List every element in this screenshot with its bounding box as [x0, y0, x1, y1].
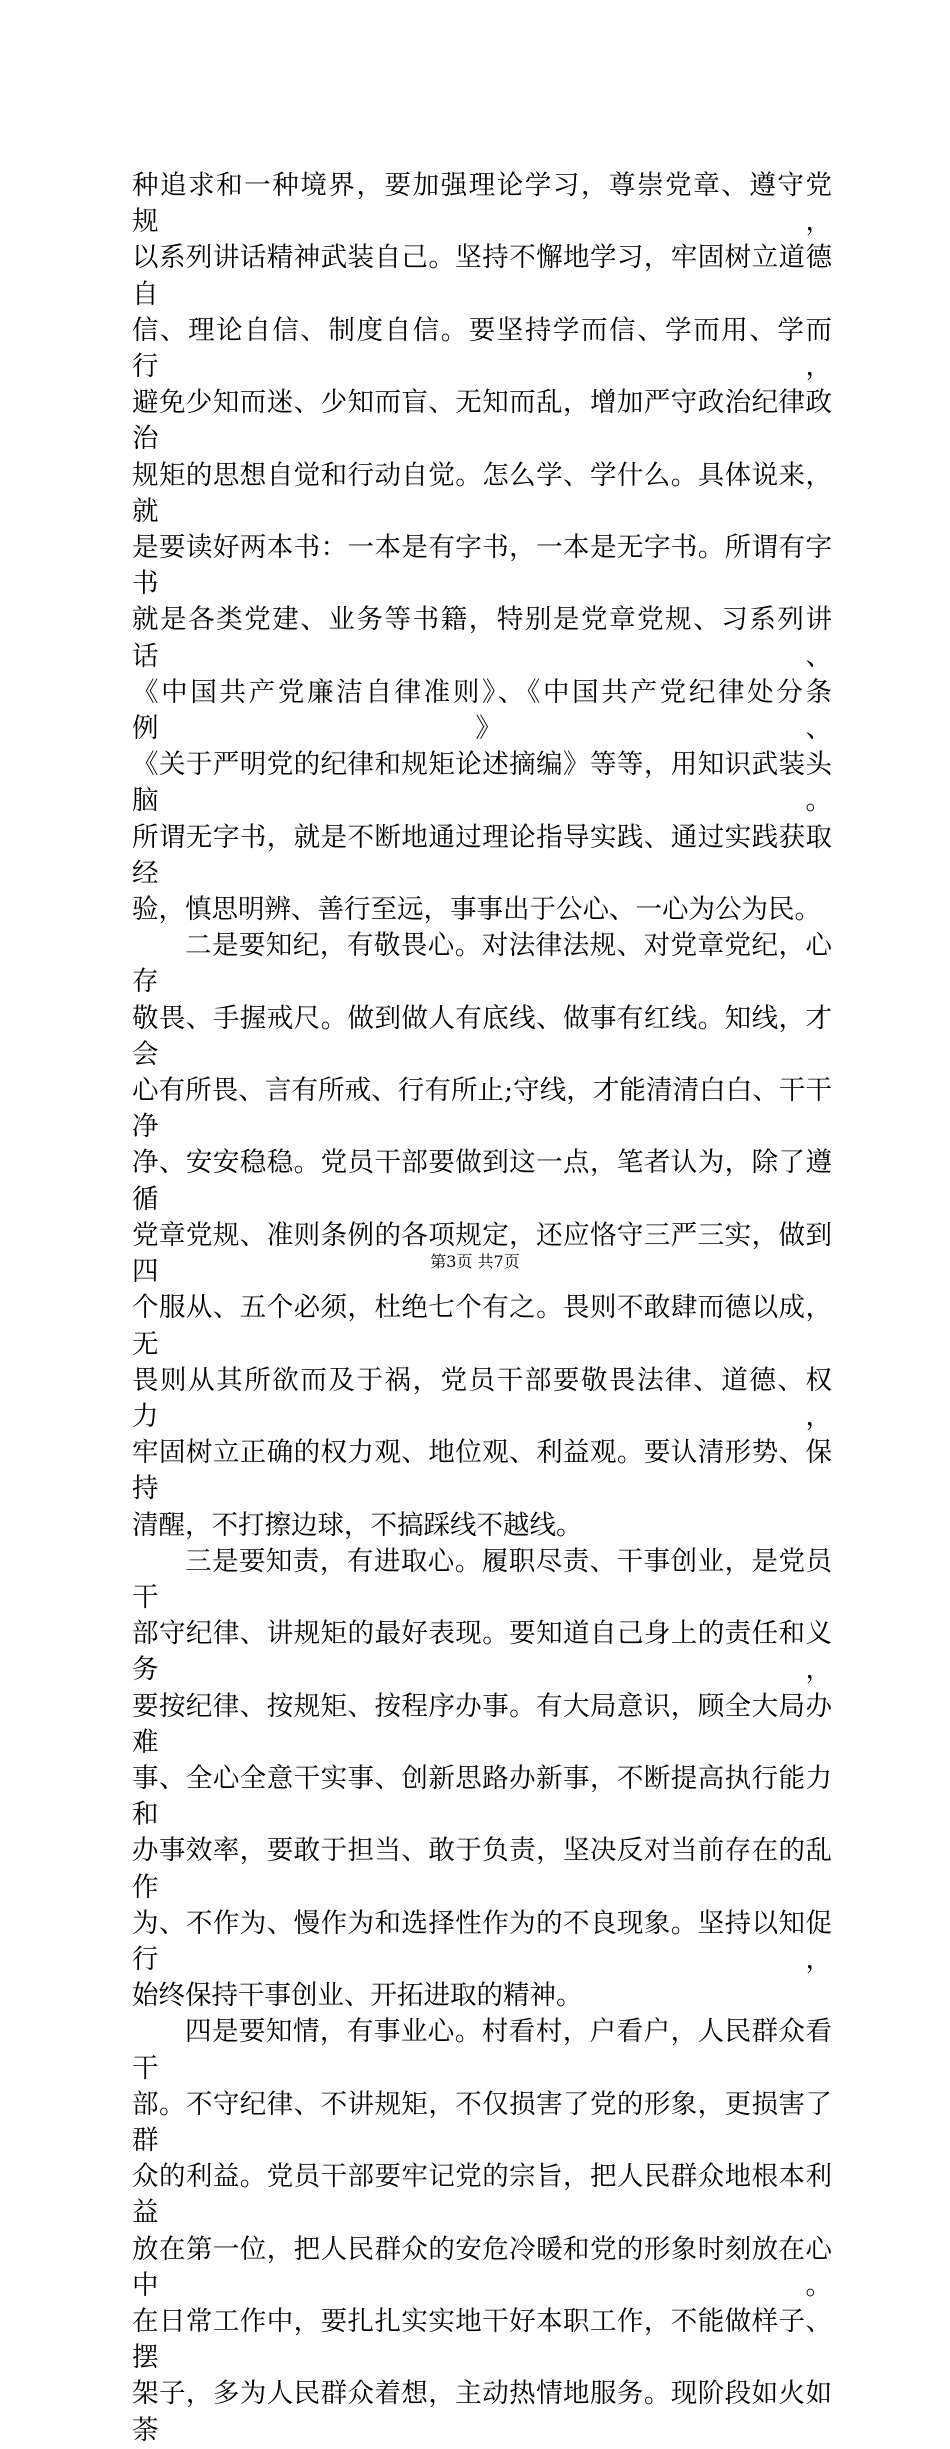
text-line: 党章党规、准则条例的各项规定，还应恪守三严三实，做到四 [132, 1219, 832, 1288]
text-line: 以系列讲话精神武装自己。坚持不懈地学习，牢固树立道德自 [132, 242, 832, 310]
text-line: 四是要知情，有事业心。村看村，户看户，人民群众看干 [132, 2016, 832, 2084]
text-line: 三是要知责，有进取心。履职尽责、干事创业，是党员干 [132, 1545, 832, 1613]
text-line: 二是要知纪，有敬畏心。对法律法规、对党章党纪，心存 [132, 930, 832, 998]
text-line: 是要读好两本书：一本是有字书，一本是无字书。所谓有字书 [132, 532, 832, 600]
text-line: 净、安安稳稳。党员干部要做到这一点，笔者认为，除了遵循 [132, 1147, 832, 1215]
text-line: 众的利益。党员干部要牢记党的宗旨，把人民群众地根本利益 [132, 2161, 832, 2229]
text-line: 办事效率，要敢于担当、敢于负责，坚决反对当前存在的乱作 [132, 1835, 832, 1903]
text-line: 架子，多为人民群众着想，主动热情地服务。现阶段如火如荼 [132, 2378, 832, 2446]
text-line: 要按纪律、按规矩、按程序办事。有大局意识，顾全大局办难 [132, 1690, 832, 1758]
text-line: 事、全心全意干实事、创新思路办新事，不断提高执行能力和 [132, 1762, 832, 1831]
text-line: 避免少知而迷、少知而盲、无知而乱，增加严守政治纪律政治 [132, 387, 832, 455]
text-line: 《关于严明党的纪律和规矩论述摘编》等等，用知识武装头脑。 [132, 749, 832, 817]
text-line: 始终保持干事创业、开拓进取的精神。 [132, 1980, 583, 2012]
text-line: 就是各类党建、业务等书籍，特别是党章党规、习系列讲话、 [132, 604, 832, 672]
text-line: 牢固树立正确的权力观、地位观、利益观。要认清形势、保持 [132, 1437, 832, 1505]
text-line: 所谓无字书，就是不断地通过理论指导实践、通过实践获取经 [132, 821, 832, 889]
text-line: 心有所畏、言有所戒、行有所止;守线，才能清清白白、干干净 [132, 1075, 832, 1143]
text-line: 清醒，不打擦边球，不搞踩线不越线。 [132, 1509, 583, 1541]
text-line: 验，慎思明辨、善行至远，事事出于公心、一心为公为民。 [132, 894, 821, 926]
text-line: 畏则从其所欲而及于祸，党员干部要敬畏法律、道德、权力， [132, 1364, 832, 1432]
text-line: 为、不作为、慢作为和选择性作为的不良现象。坚持以知促行， [132, 1907, 832, 1975]
text-line: 规矩的思想自觉和行动自觉。怎么学、学什么。具体说来，就 [132, 459, 832, 527]
text-line: 个服从、五个必须，杜绝七个有之。畏则不敢肆而德以成，无 [132, 1292, 832, 1360]
text-line: 放在第一位，把人民群众的安危冷暖和党的形象时刻放在心中。 [132, 2233, 832, 2301]
text-line: 部守纪律、讲规矩的最好表现。要知道自己身上的责任和义务， [132, 1618, 832, 1686]
text-line: 信、理论自信、制度自信。要坚持学而信、学而用、学而行， [132, 314, 832, 383]
page-footer: 第3页 共7页 [430, 1252, 520, 1271]
document-body [132, 168, 832, 2449]
text-line: 敬畏、手握戒尺。做到做人有底线、做事有红线。知线，才会 [132, 1002, 832, 1070]
text-line: 在日常工作中，要扎扎实实地干好本职工作，不能做样子、摆 [132, 2305, 832, 2374]
text-line: 种追求和一种境界，要加强理论学习，尊崇党章、遵守党规， [132, 170, 832, 238]
text-line: 《中国共产党廉洁自律准则》、《中国共产党纪律处分条例》、 [132, 676, 832, 745]
text-line: 部。不守纪律、不讲规矩，不仅损害了党的形象，更损害了群 [132, 2088, 832, 2156]
